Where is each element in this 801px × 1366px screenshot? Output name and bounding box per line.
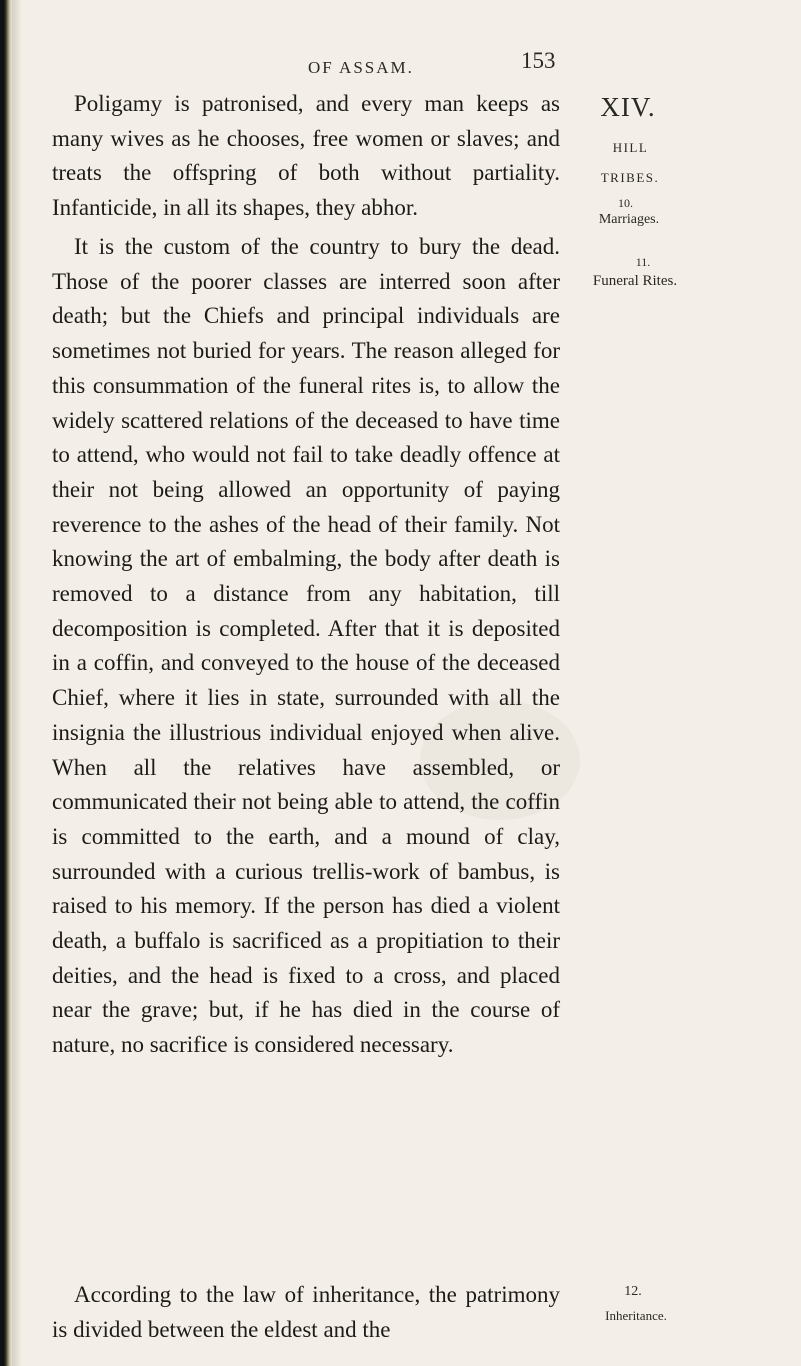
paragraph-text: Poligamy is patronised, and every man keeps as many wives as he chooses, free women or slaves; and treats the offspring of both without partiality. Infanticide, in all its shapes, they abhor. bbox=[52, 91, 560, 221]
paragraph-text: It is the custom of the country to bury the dead. Those of the poorer classes are interred soon after death; but the Chiefs and principal individuals are sometimes not buried for years. The reason alleged for this consummation of the funeral rites is, to allow the widely scattered relations of the deceased to have time to attend, who would not fail to take deadly offence at their not being allowed an opportunity of paying reverence to the ashes of the head of their family. Not knowing the art of embalming, the body after death is removed to a distance from any habitation, till decomposition is completed. After that it is deposited in a coffin, and conveyed to the house of the deceased Chief, where it lies in state, surrounded with all the insignia the illustrious individual enjoyed when alive. When all the relatives have assembled, or communicated their not being able to attend, the coffin is committed to the earth, and a mound of clay, surrounded with a curious trellis-work of bambus, is raised to his memory. If the person has died a violent death, a buffalo is sacrificed as a propitiation to their deities, and the head is fixed to a cross, and placed near the grave; but, if he has died in the course of nature, no sacrifice is considered necessary. bbox=[52, 234, 560, 1058]
page-number: 153 bbox=[521, 48, 556, 73]
paragraph-funeral-rites bbox=[52, 230, 560, 1063]
section-number-12: 12. bbox=[624, 1284, 642, 1299]
book-binding-edge bbox=[0, 0, 12, 1366]
running-head: OF ASSAM. bbox=[308, 58, 414, 77]
chapter-number: XIV. bbox=[600, 92, 656, 122]
paragraph-text: According to the law of inheritance, the patrimony is divided between the eldest and the bbox=[52, 1282, 560, 1342]
paragraph-marriages bbox=[52, 87, 560, 226]
margin-note-hill: HILL bbox=[612, 140, 649, 155]
paragraph-inheritance bbox=[52, 1278, 560, 1347]
section-number-11: 11. bbox=[635, 255, 651, 269]
gutter-shadow bbox=[12, 0, 22, 1366]
section-title-funeral-rites: Funeral Rites. bbox=[592, 273, 678, 289]
section-title-inheritance: Inheritance. bbox=[605, 1308, 667, 1323]
section-number-10: 10. bbox=[618, 196, 633, 210]
margin-note-tribes: TRIBES. bbox=[600, 170, 660, 185]
section-title-marriages: Marriages. bbox=[598, 212, 660, 227]
